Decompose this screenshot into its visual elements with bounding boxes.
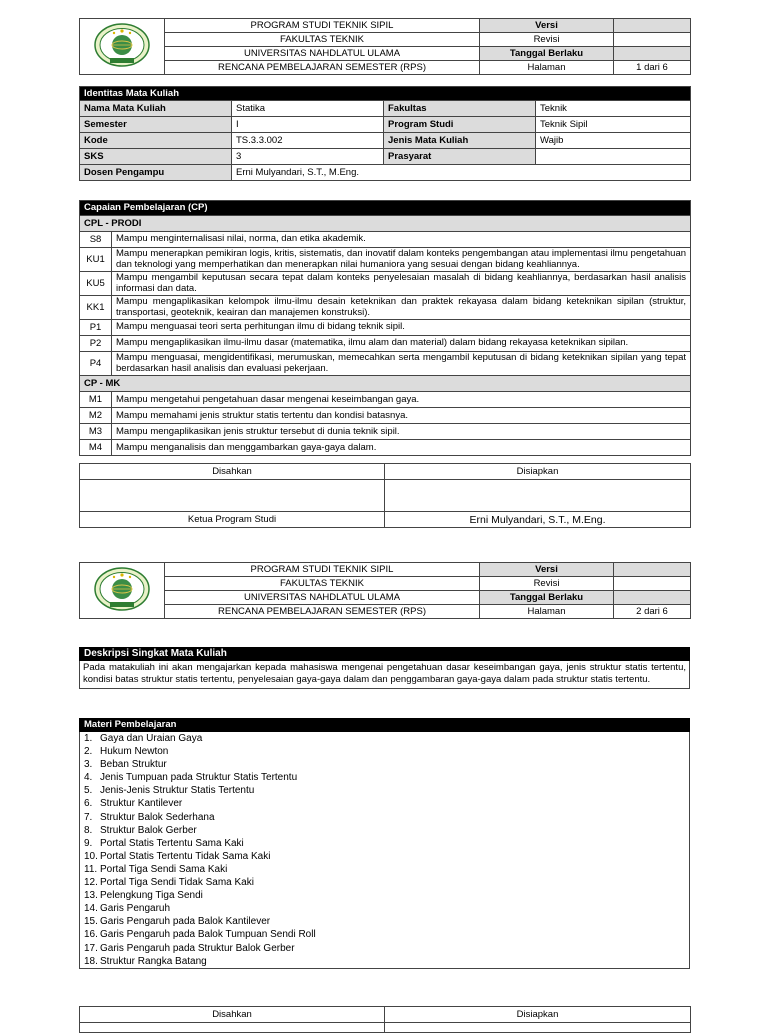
identitas-label: Prasyarat: [384, 149, 536, 165]
list-item: 3. Beban Struktur: [84, 759, 167, 771]
identitas-value: TS.3.3.002: [232, 133, 384, 149]
header-revisi-label: Revisi: [480, 33, 614, 47]
identitas-label: Kode: [80, 133, 232, 149]
cpmk-text: Mampu mengaplikasikan jenis struktur tersebut di dunia teknik sipil.: [112, 424, 691, 440]
preparer-name: Erni Mulyandari, S.T., M.Eng.: [385, 512, 691, 528]
cpl-text: Mampu mengambil keputusan secara tepat dalam konteks penyelesaian masalah di bidang keahliannya, berdasarkan hasil analisis informasi dan data.: [112, 272, 691, 296]
list-item: 2. Hukum Newton: [84, 746, 169, 758]
materi-title: Materi Pembelajaran: [79, 718, 690, 732]
list-item: 17. Garis Pengaruh pada Struktur Balok Gerber: [84, 942, 295, 954]
header-doc-title: RENCANA PEMBELAJARAN SEMESTER (RPS): [165, 605, 480, 619]
header-tanggal-label: Tanggal Berlaku: [480, 47, 614, 61]
cpmk-text: Mampu mengetahui pengetahuan dasar mengenai keseimbangan gaya.: [112, 392, 691, 408]
signature-area-left: [80, 1023, 385, 1033]
document-header-page1: [79, 18, 691, 75]
cpl-code: P2: [80, 336, 112, 352]
identitas-label: Semester: [80, 117, 232, 133]
identitas-value: [536, 149, 691, 165]
header-tanggal-value: [614, 591, 691, 605]
materi-section: [79, 718, 690, 969]
cpl-text: Mampu menginternalisasi nilai, norma, dan etika akademik.: [112, 232, 691, 248]
university-logo: [80, 19, 165, 75]
list-item: 7. Struktur Balok Sederhana: [84, 811, 215, 823]
deskripsi-title: Deskripsi Singkat Mata Kuliah: [79, 647, 690, 661]
cpl-code: KK1: [80, 296, 112, 320]
list-item: 1. Gaya dan Uraian Gaya: [84, 733, 203, 744]
disiapkan-label: Disiapkan: [385, 1007, 691, 1023]
cpmk-text: Mampu menganalisis dan menggambarkan gaya-gaya dalam.: [112, 440, 691, 456]
identitas-value: 3: [232, 149, 384, 165]
identitas-label: Jenis Mata Kuliah: [384, 133, 536, 149]
capaian-table: [79, 200, 691, 456]
header-revisi-value: [614, 33, 691, 47]
approver-title: Ketua Program Studi: [80, 512, 385, 528]
list-item: 4. Jenis Tumpuan pada Struktur Statis Tertentu: [84, 772, 298, 784]
header-program: PROGRAM STUDI TEKNIK SIPIL: [165, 19, 480, 33]
capaian-title: Capaian Pembelajaran (CP): [80, 201, 691, 216]
list-item: 13. Pelengkung Tiga Sendi: [84, 890, 203, 902]
cpl-text: Mampu menguasai teori serta perhitungan ilmu di bidang teknik sipil.: [112, 320, 691, 336]
header-university: UNIVERSITAS NAHDLATUL ULAMA: [165, 591, 480, 605]
signature-area-left: [80, 480, 385, 512]
cpl-text: Mampu menerapkan pemikiran logis, kritis, sistematis, dan inovatif dalam konteks pengembangan atau implementasi ilmu pengetahuan dan teknologi yang memperhatikan dan menerapkan nilai humaniora yang sesuai dengan bidang keahliannya.: [112, 248, 691, 272]
deskripsi-section: [79, 647, 690, 689]
cpl-text: Mampu mengaplikasikan kelompok ilmu-ilmu desain keteknikan dan praktek rekayasa dalam bidang keteknikan sipilan (struktur, transportasi, geoteknik, keairan dan manajemen konstruksi).: [112, 296, 691, 320]
header-versi-value: [614, 563, 691, 577]
list-item: 11. Portal Tiga Sendi Sama Kaki: [84, 863, 228, 875]
cpl-code: KU1: [80, 248, 112, 272]
disiapkan-label: Disiapkan: [385, 464, 691, 480]
cpmk-text: Mampu memahami jenis struktur statis tertentu dan kondisi batasnya.: [112, 408, 691, 424]
identitas-label: Program Studi: [384, 117, 536, 133]
header-versi-value: [614, 19, 691, 33]
cpl-text: Mampu mengaplikasikan ilmu-ilmu dasar (matematika, ilmu alam dan material) dalam bidang rekayasa keteknikan sipilan.: [112, 336, 691, 352]
disahkan-label: Disahkan: [80, 1007, 385, 1023]
header-versi-label: Versi: [480, 563, 614, 577]
header-university: UNIVERSITAS NAHDLATUL ULAMA: [165, 47, 480, 61]
header-page-number: 2 dari 6: [614, 605, 691, 619]
disahkan-label: Disahkan: [80, 464, 385, 480]
cpl-code: P1: [80, 320, 112, 336]
identitas-value: Teknik Sipil: [536, 117, 691, 133]
identitas-value: Wajib: [536, 133, 691, 149]
header-revisi-value: [614, 577, 691, 591]
deskripsi-text: Pada matakuliah ini akan mengajarkan kepada mahasiswa mengenai pengetahuan dasar keseimbangan gaya, jenis struktur statis tertentu, kondisi batas struktur statis tertentu, penyelesaian gaya-gaya dalam dan penggambaran gaya-gaya dalam pada struktur statis tertentu.: [79, 661, 690, 689]
identitas-value: Statika: [232, 101, 384, 117]
cpl-code: P4: [80, 352, 112, 376]
cpmk-heading: CP - MK: [80, 376, 691, 392]
list-item: 9. Portal Statis Tertentu Sama Kaki: [84, 837, 244, 849]
header-faculty: FAKULTAS TEKNIK: [165, 577, 480, 591]
cpl-text: Mampu menguasai, mengidentifikasi, merumuskan, memecahkan serta mengambil keputusan di bidang keteknikan sipilan yang tepat berdasarkan hasil analisis dan evaluasi pekerjaan.: [112, 352, 691, 376]
header-revisi-label: Revisi: [480, 577, 614, 591]
header-tanggal-value: [614, 47, 691, 61]
approval-table-page2: [79, 1006, 691, 1033]
header-page-number: 1 dari 6: [614, 61, 691, 75]
header-tanggal-label: Tanggal Berlaku: [480, 591, 614, 605]
dosen-label: Dosen Pengampu: [80, 165, 232, 181]
list-item: 6. Struktur Kantilever: [84, 798, 183, 810]
materi-list: [79, 732, 690, 969]
header-halaman-label: Halaman: [480, 605, 614, 619]
list-item: 8. Struktur Balok Gerber: [84, 824, 197, 836]
identitas-title: Identitas Mata Kuliah: [80, 87, 691, 101]
list-item: 12. Portal Tiga Sendi Tidak Sama Kaki: [84, 877, 254, 889]
header-versi-label: Versi: [480, 19, 614, 33]
dosen-value: Erni Mulyandari, S.T., M.Eng.: [232, 165, 691, 181]
list-item: 5. Jenis-Jenis Struktur Statis Tertentu: [84, 785, 255, 797]
list-item: 14. Garis Pengaruh: [84, 903, 171, 915]
approval-table-page1: [79, 463, 691, 528]
cpl-code: S8: [80, 232, 112, 248]
header-halaman-label: Halaman: [480, 61, 614, 75]
identitas-value: Teknik: [536, 101, 691, 117]
cpmk-code: M2: [80, 408, 112, 424]
list-item: 10. Portal Statis Tertentu Tidak Sama Kaki: [84, 850, 271, 862]
list-item: 18. Struktur Rangka Batang: [84, 955, 207, 967]
identitas-table: [79, 86, 691, 181]
list-item: 15. Garis Pengaruh pada Balok Kantilever: [84, 916, 271, 928]
header-doc-title: RENCANA PEMBELAJARAN SEMESTER (RPS): [165, 61, 480, 75]
cpl-prodi-heading: CPL - PRODI: [80, 216, 691, 232]
signature-area-right: [385, 1023, 691, 1033]
header-faculty: FAKULTAS TEKNIK: [165, 33, 480, 47]
cpl-code: KU5: [80, 272, 112, 296]
header-program: PROGRAM STUDI TEKNIK SIPIL: [165, 563, 480, 577]
document-header-page2: [79, 562, 691, 619]
cpmk-code: M1: [80, 392, 112, 408]
cpmk-code: M3: [80, 424, 112, 440]
cpmk-code: M4: [80, 440, 112, 456]
identitas-label: SKS: [80, 149, 232, 165]
signature-area-right: [385, 480, 691, 512]
university-logo: [80, 563, 165, 619]
list-item: 16. Garis Pengaruh pada Balok Tumpuan Sendi Roll: [84, 929, 316, 941]
identitas-value: I: [232, 117, 384, 133]
identitas-label: Fakultas: [384, 101, 536, 117]
identitas-label: Nama Mata Kuliah: [80, 101, 232, 117]
